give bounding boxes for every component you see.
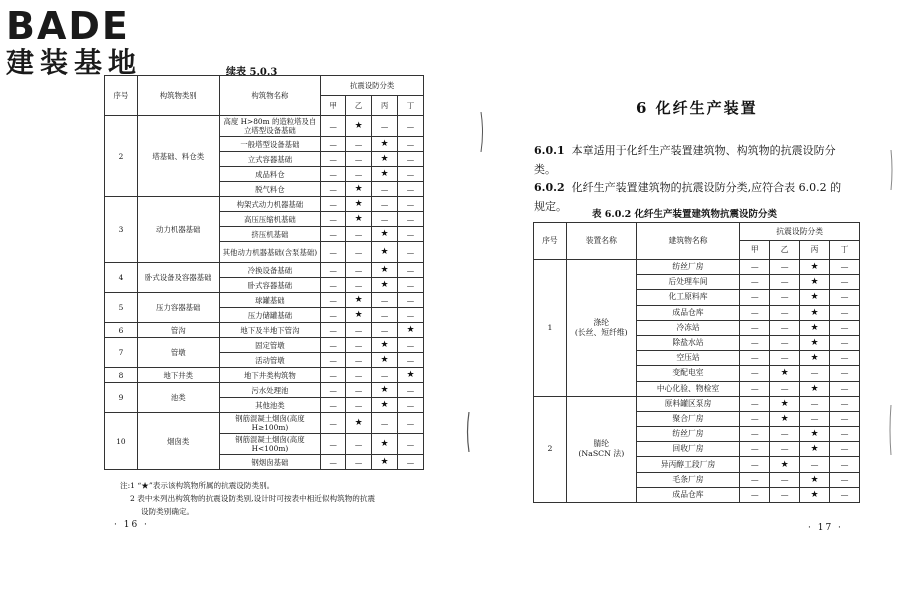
dash-mark: — (740, 290, 770, 305)
star-mark: ★ (372, 137, 398, 152)
header-name: 构筑物名称 (219, 76, 321, 116)
dash-mark: — (740, 260, 770, 275)
dash-mark: — (398, 242, 424, 263)
dash-mark: — (372, 197, 398, 212)
star-mark: ★ (346, 413, 372, 434)
dash-mark: — (770, 290, 800, 305)
table-row (105, 116, 424, 137)
table-row (105, 263, 424, 278)
dash-mark: — (321, 227, 346, 242)
dash-mark: — (830, 305, 860, 320)
dash-mark: — (372, 212, 398, 227)
star-mark: ★ (372, 227, 398, 242)
table-row (105, 338, 424, 353)
header-class: 丁 (830, 241, 860, 260)
dash-mark: — (321, 182, 346, 197)
dash-mark: — (830, 290, 860, 305)
star-mark: ★ (770, 457, 800, 472)
dash-mark: — (346, 263, 372, 278)
star-mark: ★ (346, 182, 372, 197)
dash-mark: — (770, 442, 800, 457)
clause-number: 6.0.1 (534, 144, 565, 157)
dash-mark: — (740, 442, 770, 457)
dash-mark: — (740, 320, 770, 335)
dash-mark: — (740, 472, 770, 487)
logo (6, 6, 176, 84)
dash-mark: — (398, 383, 424, 398)
logo-text: BADE (6, 4, 130, 48)
name-cell: 纺丝厂房 (636, 260, 740, 275)
name-cell: 原料罐区泵房 (636, 396, 740, 411)
dash-mark: — (398, 167, 424, 182)
name-cell: 成品仓库 (636, 305, 740, 320)
star-mark: ★ (398, 323, 424, 338)
dash-mark: — (800, 457, 830, 472)
dash-mark: — (321, 167, 346, 182)
name-cell: 其他池类 (219, 398, 321, 413)
dash-mark: — (398, 227, 424, 242)
category-label: 压力容器基础 (156, 303, 201, 312)
dash-mark: — (830, 275, 860, 290)
category-cell (137, 323, 219, 338)
dash-mark: — (321, 116, 346, 137)
dash-mark: — (770, 335, 800, 350)
name-cell: 空压站 (636, 351, 740, 366)
dash-mark: — (740, 366, 770, 381)
category-label: 卧式设备及容器基础 (144, 273, 212, 282)
name-cell: 地下及半地下管沟 (219, 323, 321, 338)
star-mark: ★ (372, 242, 398, 263)
star-mark: ★ (800, 487, 830, 502)
star-mark: ★ (800, 305, 830, 320)
dash-mark: — (398, 398, 424, 413)
dash-mark: — (398, 353, 424, 368)
dash-mark: — (372, 323, 398, 338)
category-label: 管墩 (170, 348, 186, 357)
table-row (105, 383, 424, 398)
dash-mark: — (321, 263, 346, 278)
dash-mark: — (830, 442, 860, 457)
name-cell: 成品料仓 (219, 167, 321, 182)
dash-mark: — (398, 263, 424, 278)
table-header-row (534, 223, 860, 241)
name-cell: 除盐水站 (636, 335, 740, 350)
star-mark: ★ (346, 293, 372, 308)
dash-mark: — (346, 434, 372, 455)
header-class: 甲 (321, 96, 346, 116)
note-1: 注:1 “★”表示该构筑物所属的抗震设防类别。 (120, 481, 275, 490)
category-label: 地下井类 (163, 370, 194, 380)
table-row (534, 260, 860, 275)
name-cell: 冷冻站 (636, 320, 740, 335)
edge-mark-bottom (888, 405, 894, 455)
seq-cell: 4 (105, 263, 138, 293)
category-cell (137, 413, 219, 470)
star-mark: ★ (372, 353, 398, 368)
dash-mark: — (321, 242, 346, 263)
category-sublabel: (NaSCN 法) (578, 449, 625, 459)
dash-mark: — (372, 182, 398, 197)
name-cell: 球罐基础 (219, 293, 321, 308)
name-cell: 活动管墩 (219, 353, 321, 368)
dash-mark: — (740, 427, 770, 442)
edge-mark-top (888, 150, 894, 190)
table-header-row (105, 76, 424, 96)
seq-cell: 9 (105, 383, 138, 413)
name-cell: 压力储罐基础 (219, 308, 321, 323)
clause-6-0-1 (534, 141, 864, 179)
name-cell: 化工原料库 (636, 290, 740, 305)
dash-mark: — (321, 455, 346, 470)
name-cell: 地下井类构筑物 (219, 368, 321, 383)
star-mark: ★ (770, 411, 800, 426)
name-cell: 钢筋混凝土烟囱(高度 H<100m) (219, 434, 321, 455)
star-mark: ★ (800, 442, 830, 457)
dash-mark: — (830, 366, 860, 381)
dash-mark: — (830, 335, 860, 350)
category-cell (566, 396, 636, 502)
dash-mark: — (321, 434, 346, 455)
star-mark: ★ (800, 381, 830, 396)
category-cell (137, 116, 219, 197)
star-mark: ★ (372, 338, 398, 353)
logo-subtext: 建装基地 (6, 46, 143, 79)
name-cell: 一般塔型设备基础 (219, 137, 321, 152)
dash-mark: — (770, 305, 800, 320)
header-class: 甲 (740, 241, 770, 260)
category-cell (137, 383, 219, 413)
name-cell: 其他动力机器基础(含泵基础) (219, 242, 321, 263)
right-table (533, 222, 860, 503)
star-mark: ★ (372, 152, 398, 167)
name-cell: 高压压缩机基础 (219, 212, 321, 227)
dash-mark: — (830, 396, 860, 411)
header-group: 抗震设防分类 (740, 223, 860, 241)
left-table-caption: 续表 5.0.3 (226, 67, 278, 78)
dash-mark: — (321, 308, 346, 323)
note-2: 2 表中未列出构筑物的抗震设防类别,设计时可按表中相近似构筑物的抗震 (130, 494, 376, 503)
dash-mark: — (346, 152, 372, 167)
dash-mark: — (770, 320, 800, 335)
name-cell: 毛条厂房 (636, 472, 740, 487)
dash-mark: — (372, 293, 398, 308)
dash-mark: — (321, 353, 346, 368)
dash-mark: — (346, 338, 372, 353)
dash-mark: — (800, 396, 830, 411)
dash-mark: — (830, 472, 860, 487)
dash-mark: — (321, 152, 346, 167)
dash-mark: — (346, 368, 372, 383)
name-cell: 构架式动力机器基础 (219, 197, 321, 212)
name-cell: 异丙醇工段厂房 (636, 457, 740, 472)
star-mark: ★ (770, 396, 800, 411)
category-cell (137, 197, 219, 263)
star-mark: ★ (800, 260, 830, 275)
star-mark: ★ (800, 472, 830, 487)
dash-mark: — (372, 308, 398, 323)
header-class: 丙 (372, 96, 398, 116)
name-cell: 成品仓库 (636, 487, 740, 502)
dash-mark: — (740, 305, 770, 320)
star-mark: ★ (372, 455, 398, 470)
dash-mark: — (346, 398, 372, 413)
clause-text-cont: 规定。 (534, 200, 567, 213)
star-mark: ★ (800, 335, 830, 350)
note-3: 设防类别确定。 (141, 507, 195, 516)
seq-cell: 3 (105, 197, 138, 263)
dash-mark: — (372, 116, 398, 137)
dash-mark: — (321, 278, 346, 293)
name-cell: 纺丝厂房 (636, 427, 740, 442)
header-group: 抗震设防分类 (321, 76, 424, 96)
dash-mark: — (346, 278, 372, 293)
header-class: 丁 (398, 96, 424, 116)
dash-mark: — (770, 472, 800, 487)
dash-mark: — (398, 212, 424, 227)
dash-mark: — (372, 368, 398, 383)
name-cell: 中心化验、物检室 (636, 381, 740, 396)
header-category: 构筑物类别 (137, 76, 219, 116)
dash-mark: — (321, 323, 346, 338)
dash-mark: — (398, 338, 424, 353)
seq-cell: 2 (105, 116, 138, 197)
dash-mark: — (740, 411, 770, 426)
dash-mark: — (770, 275, 800, 290)
dash-mark: — (321, 212, 346, 227)
header-class: 丙 (800, 241, 830, 260)
star-mark: ★ (372, 167, 398, 182)
dash-mark: — (398, 137, 424, 152)
dash-mark: — (740, 335, 770, 350)
header-class: 乙 (770, 241, 800, 260)
dash-mark: — (372, 413, 398, 434)
header-category: 装置名称 (566, 223, 636, 260)
dash-mark: — (800, 366, 830, 381)
category-label: 涤纶 (593, 317, 610, 327)
name-cell: 钢筋混凝土烟囱(高度 H≥100m) (219, 413, 321, 434)
dash-mark: — (321, 368, 346, 383)
dash-mark: — (398, 434, 424, 455)
table-row (534, 396, 860, 411)
dash-mark: — (740, 487, 770, 502)
dash-mark: — (830, 427, 860, 442)
clause-text-cont: 类。 (534, 163, 556, 176)
dash-mark: — (830, 260, 860, 275)
star-mark: ★ (346, 308, 372, 323)
dash-mark: — (398, 197, 424, 212)
binding-mark-top (478, 112, 484, 152)
dash-mark: — (830, 411, 860, 426)
category-cell (137, 368, 219, 383)
dash-mark: — (321, 383, 346, 398)
dash-mark: — (770, 351, 800, 366)
name-cell: 污水处理池 (219, 383, 321, 398)
star-mark: ★ (372, 383, 398, 398)
chapter-title: 6 化纤生产装置 (636, 99, 758, 117)
name-cell: 回收厂房 (636, 442, 740, 457)
star-mark: ★ (800, 427, 830, 442)
dash-mark: — (830, 381, 860, 396)
dash-mark: — (830, 487, 860, 502)
name-cell: 高度 H>80m 的造粒塔及自立塔型设备基础 (219, 116, 321, 137)
header-seq: 序号 (105, 76, 138, 116)
dash-mark: — (830, 320, 860, 335)
dash-mark: — (740, 381, 770, 396)
table-row (105, 323, 424, 338)
star-mark: ★ (800, 275, 830, 290)
dash-mark: — (800, 411, 830, 426)
dash-mark: — (346, 455, 372, 470)
name-cell: 脱气料仓 (219, 182, 321, 197)
category-label: 动力机器基础 (156, 225, 201, 234)
category-label: 塔基础、料仓类 (152, 151, 205, 161)
table-row (105, 413, 424, 434)
clause-text: 化纤生产装置建筑物的抗震设防分类,应符合表 6.0.2 的 (571, 181, 842, 194)
clause-text: 本章适用于化纤生产装置建筑物、构筑物的抗震设防分 (571, 144, 836, 157)
name-cell: 钢烟囱基础 (219, 455, 321, 470)
seq-cell: 7 (105, 338, 138, 368)
dash-mark: — (321, 293, 346, 308)
star-mark: ★ (346, 116, 372, 137)
dash-mark: — (346, 242, 372, 263)
header-name: 建筑物名称 (636, 223, 740, 260)
dash-mark: — (346, 137, 372, 152)
name-cell: 固定管墩 (219, 338, 321, 353)
dash-mark: — (770, 487, 800, 502)
category-sublabel: (长丝、短纤维) (574, 327, 628, 337)
header-class: 乙 (346, 96, 372, 116)
dash-mark: — (398, 308, 424, 323)
dash-mark: — (321, 137, 346, 152)
dash-mark: — (740, 457, 770, 472)
category-label: 池类 (170, 393, 186, 402)
dash-mark: — (321, 197, 346, 212)
dash-mark: — (398, 116, 424, 137)
dash-mark: — (830, 351, 860, 366)
dash-mark: — (346, 167, 372, 182)
name-cell: 变配电室 (636, 366, 740, 381)
dash-mark: — (740, 396, 770, 411)
header-seq: 序号 (534, 223, 567, 260)
dash-mark: — (770, 381, 800, 396)
category-cell (137, 293, 219, 323)
star-mark: ★ (372, 278, 398, 293)
dash-mark: — (321, 413, 346, 434)
dash-mark: — (321, 398, 346, 413)
star-mark: ★ (770, 366, 800, 381)
name-cell: 挤压机基础 (219, 227, 321, 242)
dash-mark: — (321, 338, 346, 353)
dash-mark: — (398, 413, 424, 434)
dash-mark: — (398, 182, 424, 197)
category-label: 烟囱类 (167, 436, 190, 446)
page-number-right: · 17 · (808, 523, 843, 533)
binding-mark-bottom (466, 412, 472, 452)
star-mark: ★ (800, 290, 830, 305)
seq-cell: 5 (105, 293, 138, 323)
dash-mark: — (830, 457, 860, 472)
star-mark: ★ (800, 320, 830, 335)
star-mark: ★ (372, 398, 398, 413)
category-label: 腈纶 (593, 439, 610, 449)
name-cell: 卧式容器基础 (219, 278, 321, 293)
dash-mark: — (398, 278, 424, 293)
seq-cell: 6 (105, 323, 138, 338)
dash-mark: — (398, 455, 424, 470)
star-mark: ★ (398, 368, 424, 383)
dash-mark: — (346, 323, 372, 338)
category-cell (137, 263, 219, 293)
star-mark: ★ (346, 212, 372, 227)
right-table-caption: 表 6.0.2 化纤生产装置建筑物抗震设防分类 (592, 209, 778, 220)
seq-cell: 2 (534, 396, 567, 502)
star-mark: ★ (372, 263, 398, 278)
seq-cell: 1 (534, 260, 567, 397)
star-mark: ★ (372, 434, 398, 455)
dash-mark: — (740, 351, 770, 366)
dash-mark: — (770, 427, 800, 442)
name-cell: 聚合厂房 (636, 411, 740, 426)
dash-mark: — (770, 260, 800, 275)
page-number-left: · 16 · (114, 520, 149, 530)
table-row (105, 293, 424, 308)
name-cell: 立式容器基础 (219, 152, 321, 167)
dash-mark: — (740, 275, 770, 290)
category-cell (137, 338, 219, 368)
dash-mark: — (398, 293, 424, 308)
category-label: 管沟 (170, 325, 186, 335)
seq-cell: 8 (105, 368, 138, 383)
category-cell (566, 260, 636, 397)
table-row (105, 197, 424, 212)
star-mark: ★ (800, 351, 830, 366)
dash-mark: — (346, 383, 372, 398)
clause-number: 6.0.2 (534, 181, 565, 194)
seq-cell: 10 (105, 413, 138, 470)
star-mark: ★ (346, 197, 372, 212)
name-cell: 后处理车间 (636, 275, 740, 290)
name-cell: 冷换设备基础 (219, 263, 321, 278)
left-table (104, 75, 424, 470)
dash-mark: — (346, 353, 372, 368)
table-row (105, 368, 424, 383)
dash-mark: — (398, 152, 424, 167)
dash-mark: — (346, 227, 372, 242)
